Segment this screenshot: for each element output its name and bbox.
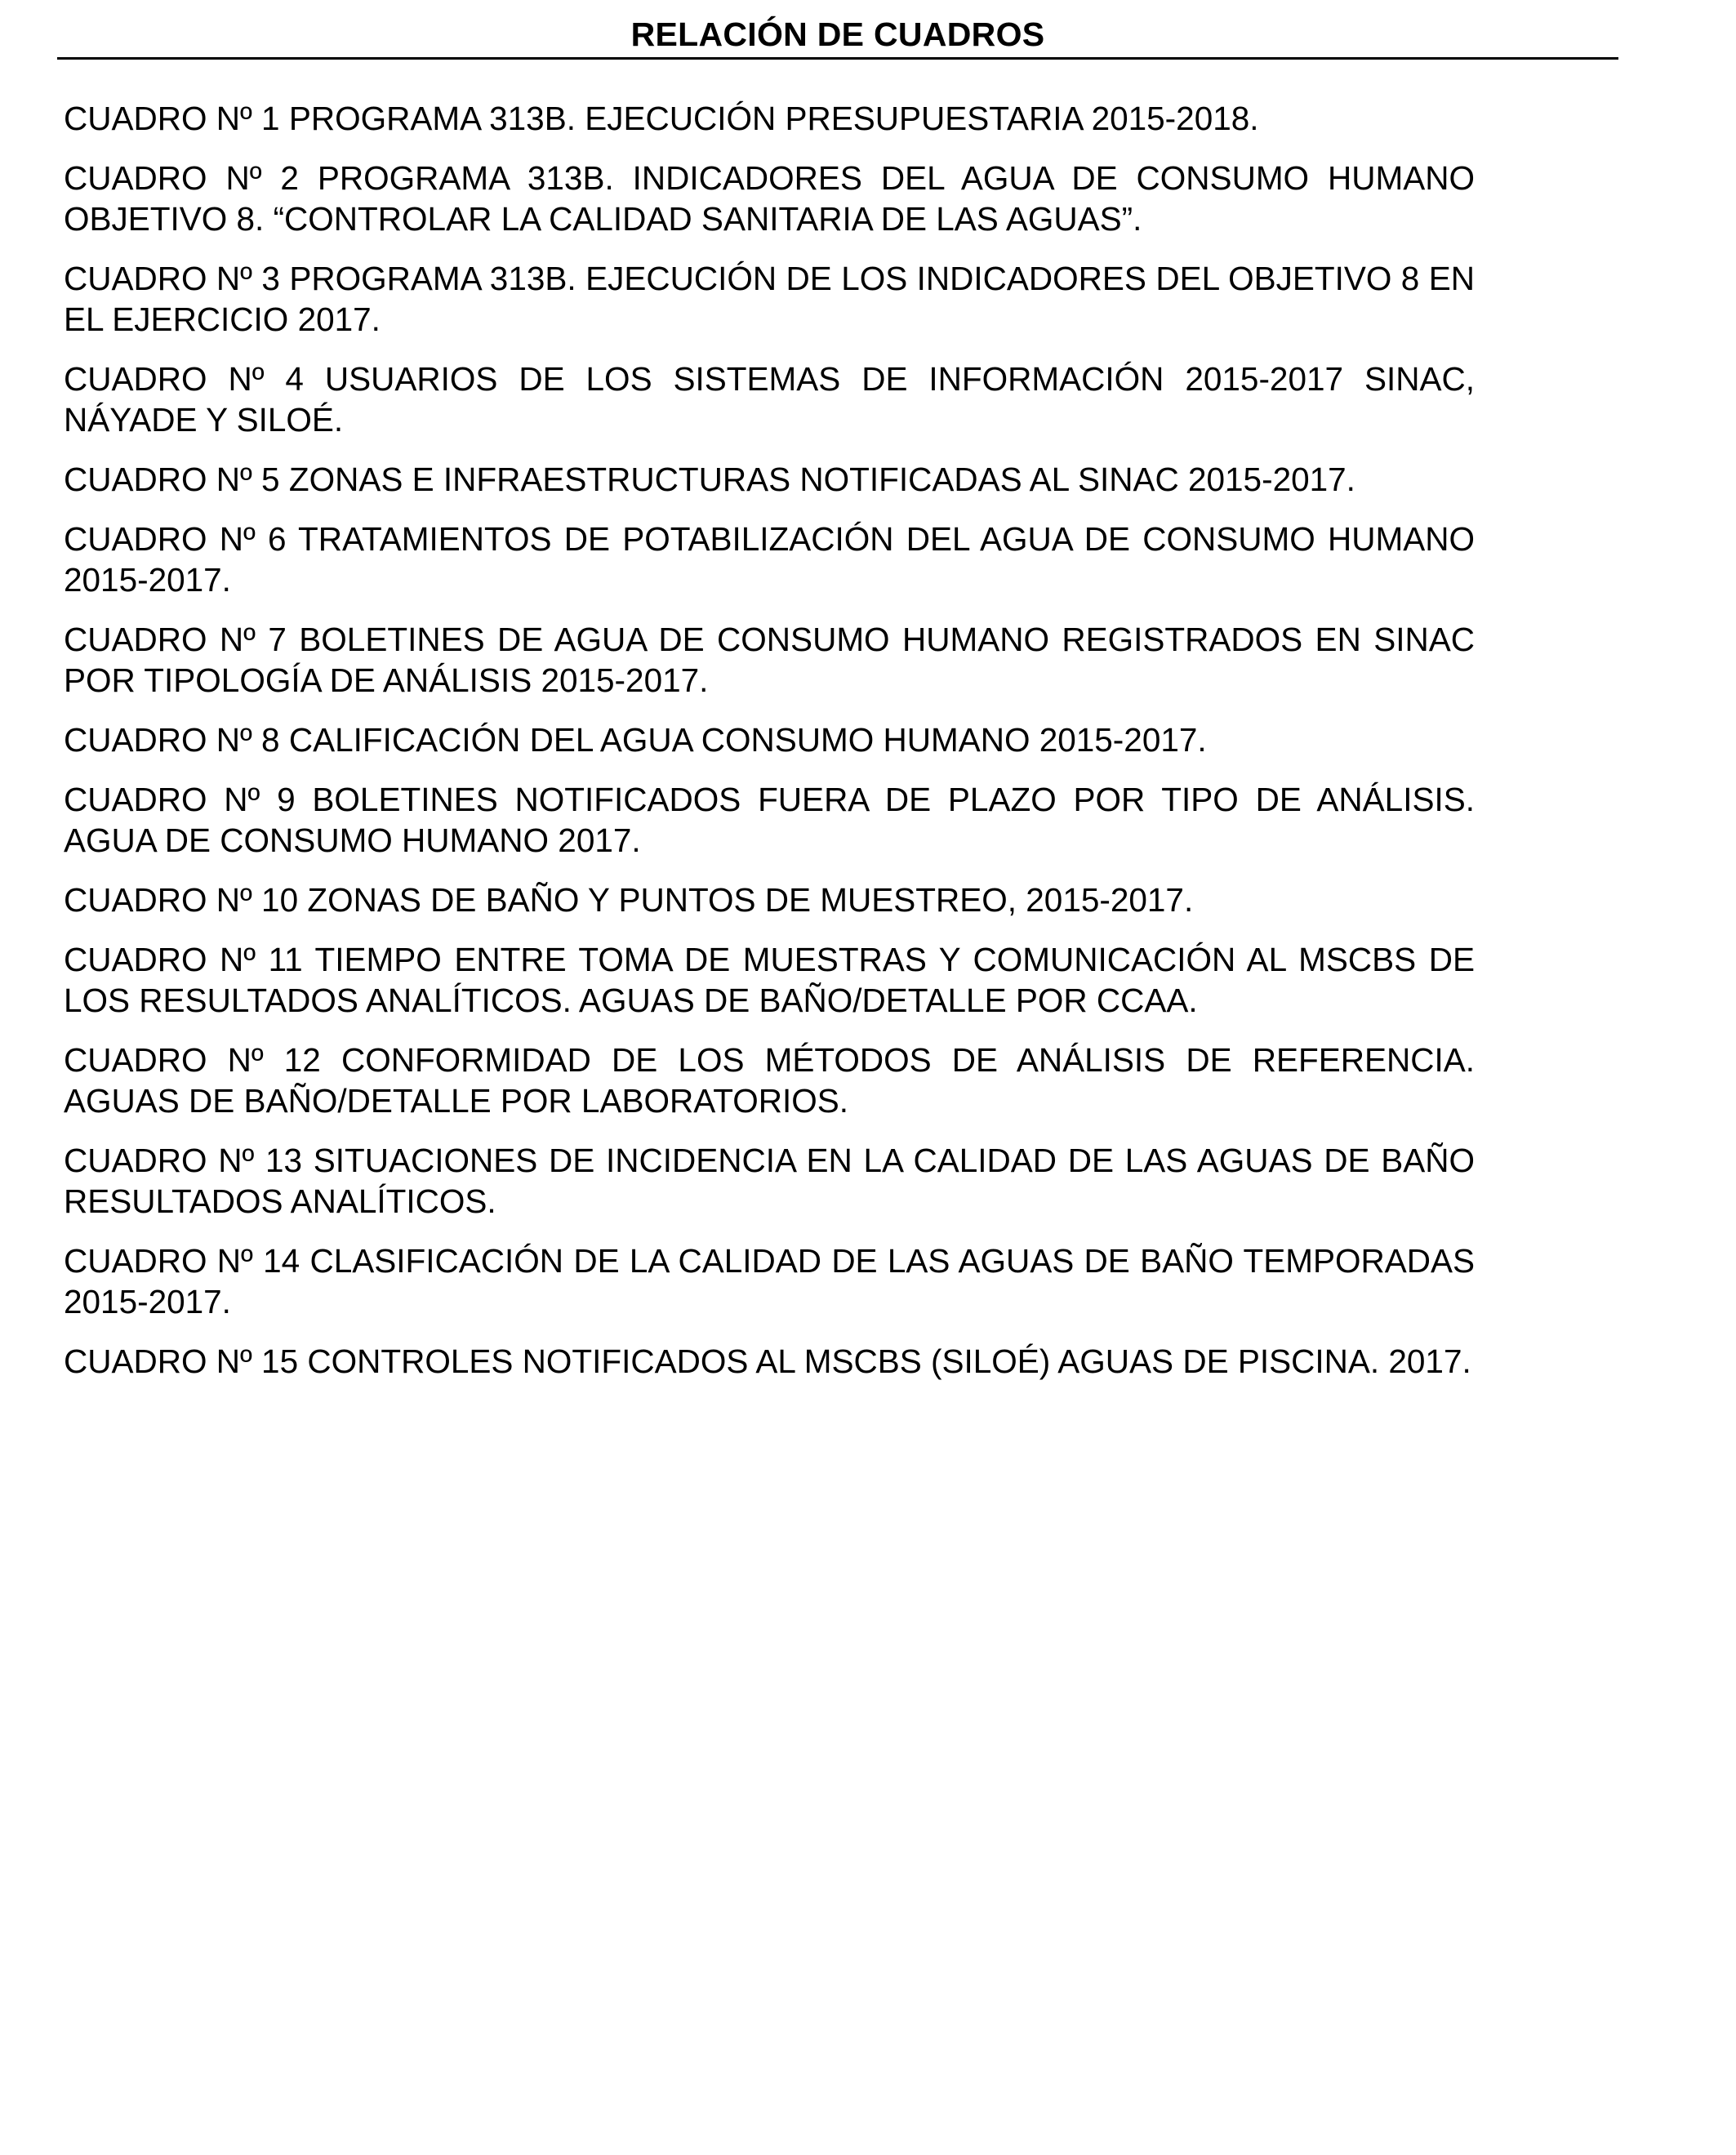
list-item-cuadro-10: CUADRO Nº 10 ZONAS DE BAÑO Y PUNTOS DE MUESTREO, 2015-2017.: [64, 881, 1194, 919]
list-item-cuadro-1: CUADRO Nº 1 PROGRAMA 313B. EJECUCIÓN PRESUPUESTARIA 2015-2018.: [64, 100, 1259, 137]
list-item-cuadro-11: CUADRO Nº 11 TIEMPO ENTRE TOMA DE MUESTRAS Y COMUNICACIÓN AL MSCBS DE LOS RESULTADOS ANALÍTICOS. AGUAS DE BAÑO/DETALLE POR CCAA.: [64, 941, 1475, 1019]
page-title: RELACIÓN DE CUADROS: [630, 16, 1045, 53]
list-item-cuadro-15: CUADRO Nº 15 CONTROLES NOTIFICADOS AL MSCBS (SILOÉ) AGUAS DE PISCINA. 2017.: [64, 1342, 1471, 1380]
list-item-cuadro-9: CUADRO Nº 9 BOLETINES NOTIFICADOS FUERA DE PLAZO POR TIPO DE ANÁLISIS. AGUA DE CONSUMO HUMANO 2017.: [64, 781, 1475, 859]
list-item-cuadro-12: CUADRO Nº 12 CONFORMIDAD DE LOS MÉTODOS DE ANÁLISIS DE REFERENCIA. AGUAS DE BAÑO/DETALLE POR LABORATORIOS.: [64, 1041, 1475, 1120]
list-item-cuadro-6: CUADRO Nº 6 TRATAMIENTOS DE POTABILIZACIÓN DEL AGUA DE CONSUMO HUMANO 2015-2017.: [64, 520, 1475, 599]
list-item-cuadro-13: CUADRO Nº 13 SITUACIONES DE INCIDENCIA EN LA CALIDAD DE LAS AGUAS DE BAÑO RESULTADOS ANALÍTICOS.: [64, 1142, 1475, 1220]
title-underline-divider: [57, 57, 1618, 60]
list-item-cuadro-14: CUADRO Nº 14 CLASIFICACIÓN DE LA CALIDAD DE LAS AGUAS DE BAÑO TEMPORADAS 2015-2017.: [64, 1242, 1475, 1320]
list-item-cuadro-8: CUADRO Nº 8 CALIFICACIÓN DEL AGUA CONSUMO HUMANO 2015-2017.: [64, 721, 1207, 759]
list-item-cuadro-4: CUADRO Nº 4 USUARIOS DE LOS SISTEMAS DE INFORMACIÓN 2015-2017 SINAC, NÁYADE Y SILOÉ.: [64, 360, 1475, 439]
list-item-cuadro-7: CUADRO Nº 7 BOLETINES DE AGUA DE CONSUMO HUMANO REGISTRADOS EN SINAC POR TIPOLOGÍA DE ANÁLISIS 2015-2017.: [64, 621, 1475, 699]
list-item-cuadro-5: CUADRO Nº 5 ZONAS E INFRAESTRUCTURAS NOTIFICADAS AL SINAC 2015-2017.: [64, 461, 1355, 498]
table-list: [64, 98, 1475, 1400]
list-item-cuadro-3: CUADRO Nº 3 PROGRAMA 313B. EJECUCIÓN DE LOS INDICADORES DEL OBJETIVO 8 EN EL EJERCICIO 2017.: [64, 260, 1475, 338]
list-item-cuadro-2: CUADRO Nº 2 PROGRAMA 313B. INDICADORES DEL AGUA DE CONSUMO HUMANO OBJETIVO 8. “CONTROLAR LA CALIDAD SANITARIA DE LAS AGUAS”.: [64, 159, 1475, 238]
